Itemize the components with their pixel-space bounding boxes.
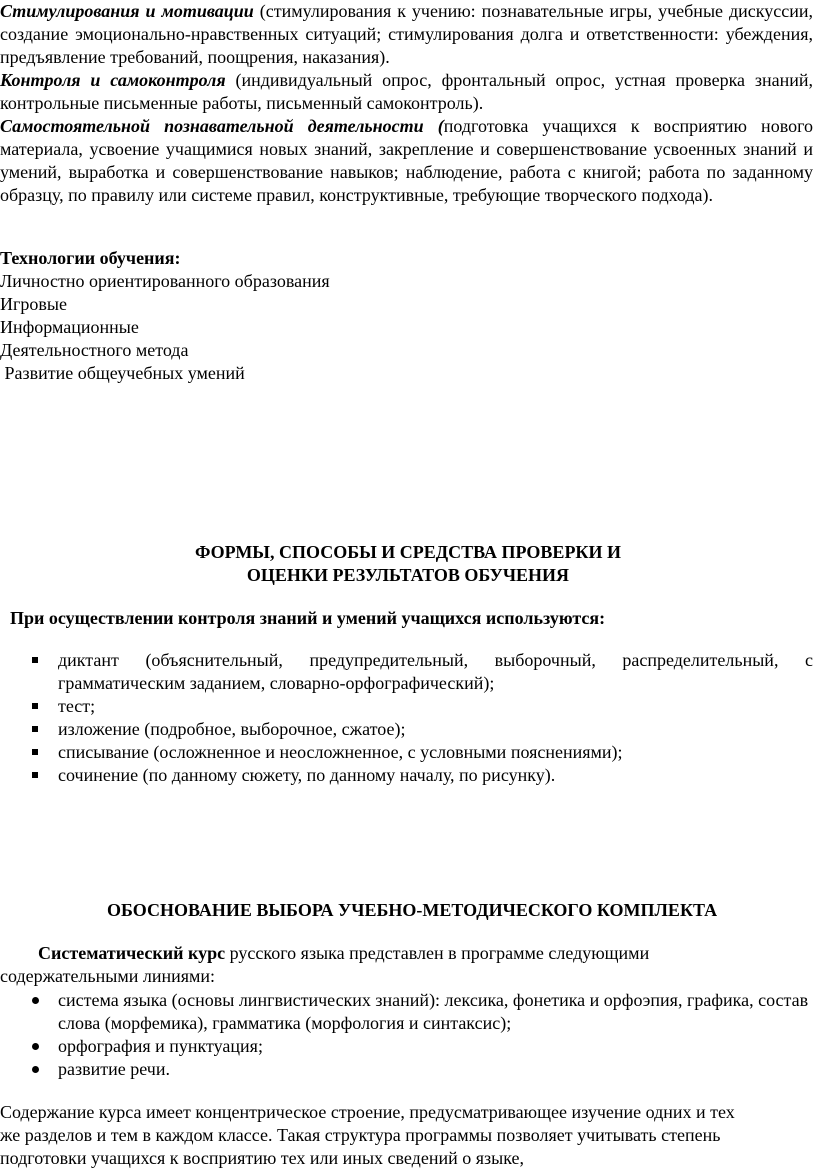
technology-item: Развитие общеучебных умений bbox=[0, 363, 245, 383]
technology-item: Личностно ориентированного образования bbox=[0, 271, 330, 291]
umk-intro-line2: содержательными линиями: bbox=[0, 966, 216, 986]
closing-line: же разделов и тем в каждом классе. Такая структура программы позволяет учитывать степень bbox=[0, 1125, 721, 1145]
list-item: орфография и пунктуация; bbox=[32, 1035, 816, 1058]
closing-line: подготовки учащихся к восприятию тех или иных сведений о языке, bbox=[0, 1148, 524, 1168]
section-title-forms-line1: ФОРМЫ, СПОСОБЫ И СРЕДСТВА ПРОВЕРКИ И bbox=[194, 542, 621, 562]
closing-line: Содержание курса имеет концентрическое строение, предусматривающее изучение одних и тех bbox=[0, 1102, 735, 1122]
list-item: сочинение (по данному сюжету, по данному началу, по рисунку). bbox=[32, 764, 813, 787]
list-item: система языка (основы лингвистических знаний): лексика, фонетика и орфоэпия, графика, состав слова (морфемика), грамматика (морфология и синтаксис); bbox=[32, 989, 816, 1035]
umk-intro-rest: русского языка представлен в программе следующими bbox=[225, 943, 650, 963]
list-item: тест; bbox=[32, 695, 813, 718]
list-item: списывание (осложненное и неосложненное, с условными пояснениями); bbox=[32, 741, 813, 764]
list-item: диктант (объяснительный, предупредительный, выборочный, распределительный, с грамматическим заданием, словарно-орфографический); bbox=[32, 649, 813, 695]
method-paragraph-control bbox=[0, 69, 816, 115]
method-title: Стимулирования и мотивации bbox=[0, 1, 254, 21]
control-forms-list bbox=[0, 649, 816, 787]
forms-intro: При осуществлении контроля знаний и умений учащихся используются: bbox=[10, 608, 606, 628]
list-item: изложение (подробное, выборочное, сжатое); bbox=[32, 718, 813, 741]
umk-intro-line1 bbox=[38, 942, 649, 965]
method-paragraph-motivation bbox=[0, 0, 816, 69]
section-title-umk: ОБОСНОВАНИЕ ВЫБОРА УЧЕБНО-МЕТОДИЧЕСКОГО КОМПЛЕКТА bbox=[107, 900, 718, 920]
technology-item: Деятельностного метода bbox=[0, 340, 189, 360]
method-text: подготовка учащихся к восприятию нового материала, усвоение учащимися новых знаний, закрепление и совершенствование усвоенных знаний и умений, выработка и совершенствование навыков; наблюдение, работа с книгой; работа по заданному образцу, по правилу или системе правил, конструктивные, требующие творческого подхода). bbox=[0, 116, 814, 205]
technology-item: Информационные bbox=[0, 317, 139, 337]
method-title: Контроля и самоконтроля bbox=[0, 70, 226, 90]
section-title-forms-line2: ОЦЕНКИ РЕЗУЛЬТАТОВ ОБУЧЕНИЯ bbox=[246, 565, 570, 585]
umk-intro-bold: Систематический курс bbox=[38, 943, 226, 963]
technology-item: Игровые bbox=[0, 294, 67, 314]
list-item: развитие речи. bbox=[32, 1058, 816, 1081]
method-text: (индивидуальный опрос, фронтальный опрос, устная проверка знаний, контрольные письменные работы, письменный самоконтроль). bbox=[0, 70, 814, 113]
method-paragraph-independent bbox=[0, 115, 816, 207]
method-title: Самостоятельной познавательной деятельности ( bbox=[0, 116, 444, 136]
content-lines-list bbox=[0, 989, 816, 1081]
technologies-heading: Технологии обучения: bbox=[0, 248, 181, 268]
method-text: (стимулирования к учению: познавательные игры, учебные дискуссии, создание эмоционально-нравственных ситуаций; стимулирования долга и ответственности: убеждения, предъявление требований, поощрения, наказания). bbox=[0, 1, 814, 67]
